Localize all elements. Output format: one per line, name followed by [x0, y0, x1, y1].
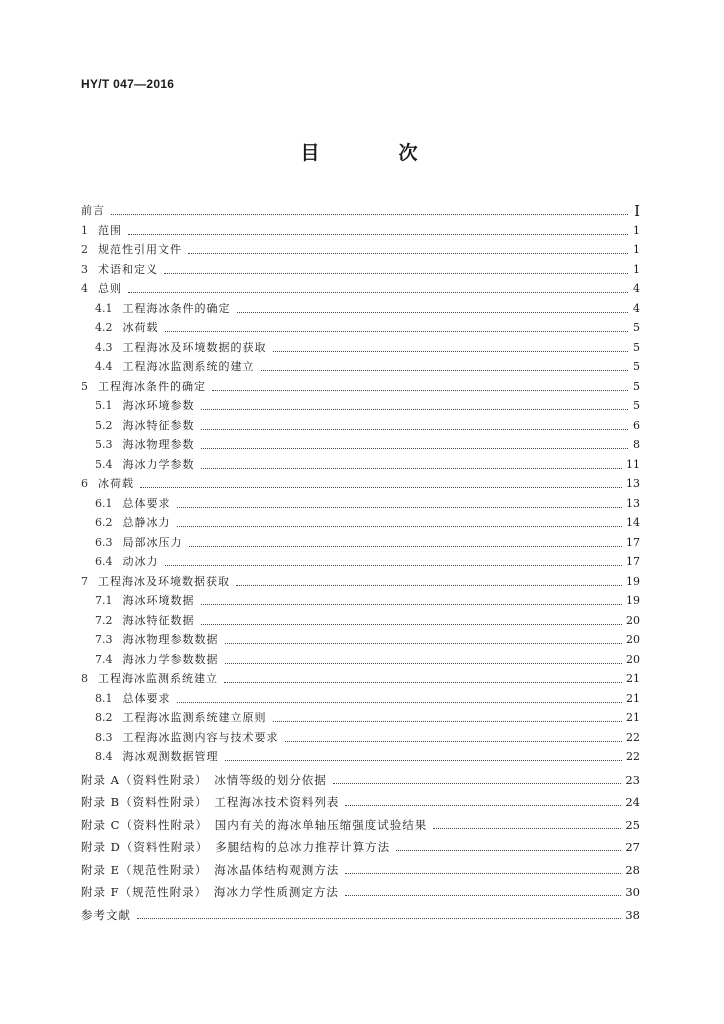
toc-leader-dots — [345, 804, 621, 806]
toc-page-number: 1 — [633, 223, 640, 237]
toc-leader-dots — [333, 782, 622, 784]
toc-leader-dots — [201, 603, 623, 605]
toc-entry-number: 6.2 — [95, 516, 113, 529]
toc-entry-label: 附录 B（资料性附录） 工程海冰技术资料列表 — [81, 795, 340, 809]
toc-leader-dots — [201, 408, 629, 410]
toc-entry-label: 术语和定义 — [98, 262, 158, 276]
toc-entry-label: 工程海冰及环境数据获取 — [98, 574, 230, 588]
toc-appendix-c[interactable] — [81, 809, 640, 832]
toc-entry-number: 6 — [81, 477, 88, 490]
toc-page-number: 1 — [633, 243, 640, 256]
toc-page-number: 21 — [626, 711, 640, 724]
toc-page-number: 13 — [626, 496, 640, 510]
toc-entry-number: 5.3 — [95, 438, 113, 451]
toc-leader-dots — [345, 872, 621, 874]
toc-entry-number: 6.1 — [95, 496, 113, 510]
toc-entry-number: 5.2 — [95, 418, 113, 432]
toc-entry-label: 海冰物理参数 — [122, 438, 195, 451]
toc-page-number: 11 — [626, 457, 640, 471]
toc-entry-label: 动冰力 — [122, 555, 159, 568]
toc-subentry[interactable] — [81, 511, 640, 531]
toc-page-number: 1 — [633, 262, 640, 276]
toc-entry-label: 海冰物理参数数据 — [122, 633, 219, 646]
toc-page-number: 23 — [625, 772, 640, 787]
toc-leader-dots — [189, 545, 623, 547]
toc-subentry[interactable] — [81, 413, 640, 433]
toc-leader-dots — [285, 740, 623, 742]
toc-entry-label: 工程海冰监测系统建立 — [98, 672, 218, 685]
toc-page-number: 13 — [626, 477, 640, 490]
toc-entry-label: 局部冰压力 — [122, 535, 183, 549]
toc-entry-number: 7.3 — [95, 633, 113, 646]
toc-page-number: 21 — [626, 672, 640, 685]
toc-subentry[interactable] — [81, 745, 640, 765]
toc-entry-number: 5 — [81, 379, 88, 393]
toc-leader-dots — [128, 291, 628, 293]
toc-page-number: 38 — [625, 907, 640, 922]
toc-leader-dots — [273, 350, 629, 352]
toc-entry-label: 冰荷载 — [98, 477, 134, 490]
toc-entry[interactable] — [81, 667, 640, 687]
toc-entry-number: 8.1 — [95, 691, 113, 705]
toc-page-number: Ⅰ — [634, 202, 640, 220]
toc-entry-label: 冰荷载 — [122, 321, 159, 334]
toc-leader-dots — [396, 849, 621, 851]
toc-entry-label: 海冰环境数据 — [122, 594, 195, 607]
toc-entry-label: 海冰力学参数 — [122, 457, 195, 471]
toc-leader-dots — [261, 369, 629, 371]
toc-leader-dots — [140, 486, 622, 488]
toc-subentry[interactable] — [81, 608, 640, 628]
toc-entry-number: 7.2 — [95, 613, 113, 627]
toc-page-number: 21 — [626, 691, 640, 705]
toc-entry-label: 总体要求 — [122, 496, 171, 510]
toc-page-number: 4 — [633, 301, 640, 315]
toc-leader-dots — [273, 720, 623, 722]
toc-page-number: 5 — [633, 321, 640, 334]
toc-leader-dots — [188, 252, 628, 254]
toc-entry-number: 2 — [81, 243, 88, 256]
toc-leader-dots — [225, 759, 623, 761]
toc-entry-label: 海冰特征数据 — [122, 613, 195, 627]
toc-entry-label: 参考文献 — [81, 907, 131, 922]
toc-leader-dots — [345, 894, 621, 896]
toc-entry-number: 4.1 — [95, 301, 113, 315]
toc-entry-label: 总体要求 — [122, 691, 171, 705]
toc-page-number: 5 — [633, 340, 640, 354]
toc-page-number: 17 — [626, 535, 640, 549]
toc-entry-number: 4 — [81, 282, 88, 295]
toc-entry-label: 总则 — [98, 282, 122, 295]
toc-entry[interactable] — [81, 374, 640, 394]
toc-page-number: 28 — [625, 862, 640, 877]
toc-entry-label: 前言 — [81, 204, 105, 217]
toc-leader-dots — [177, 525, 623, 527]
toc-leader-dots — [165, 564, 623, 566]
toc-entry-number: 1 — [81, 223, 88, 237]
toc-subentry[interactable] — [81, 550, 640, 570]
toc-entry[interactable] — [81, 257, 640, 277]
toc-leader-dots — [201, 447, 629, 449]
page-title: 目 次 — [300, 142, 448, 164]
toc-page-number: 4 — [633, 282, 640, 295]
toc-appendix-a[interactable] — [81, 764, 640, 787]
toc-page-number: 8 — [633, 438, 640, 451]
toc-entry-number: 8.2 — [95, 711, 113, 724]
toc-entry-label: 范围 — [98, 223, 122, 237]
toc-appendix-f[interactable] — [81, 877, 640, 900]
toc-page-number: 20 — [626, 613, 640, 627]
toc-entry-label: 工程海冰监测内容与技术要求 — [122, 730, 279, 744]
toc-subentry[interactable] — [81, 589, 640, 609]
toc-appendix-b[interactable] — [81, 787, 640, 810]
toc-page-number: 20 — [626, 633, 640, 646]
toc-leader-dots — [433, 827, 621, 829]
toc-subentry[interactable] — [81, 433, 640, 453]
toc-page-number: 25 — [625, 817, 640, 832]
toc-page-number: 19 — [626, 594, 640, 607]
toc-entry-label: 附录 D（资料性附录） 多腿结构的总冰力推荐计算方法 — [81, 840, 391, 854]
toc-page-number: 27 — [625, 840, 640, 854]
toc-entry-label: 附录 A（资料性附录） 冰情等级的划分依据 — [81, 772, 327, 787]
toc-page-number: 19 — [626, 574, 640, 588]
toc-entry-number: 5.4 — [95, 457, 113, 471]
toc-page-number: 30 — [625, 885, 640, 899]
toc-entry-preface[interactable] — [81, 197, 640, 218]
toc-entry-number: 4.3 — [95, 340, 113, 354]
toc-subentry[interactable] — [81, 647, 640, 667]
toc-entry-number: 7.4 — [95, 652, 113, 666]
toc-leader-dots — [224, 681, 622, 683]
toc-leader-dots — [177, 701, 623, 703]
toc-entry[interactable] — [81, 238, 640, 258]
toc-entry-number: 8.3 — [95, 730, 113, 744]
toc-entry-label: 海冰特征参数 — [122, 418, 195, 432]
toc-entry[interactable] — [81, 569, 640, 589]
toc-leader-dots — [164, 272, 628, 274]
toc-subentry[interactable] — [81, 394, 640, 414]
toc-entry-number: 6.3 — [95, 535, 113, 549]
toc-appendix-e[interactable] — [81, 854, 640, 877]
toc-page-number: 22 — [626, 750, 640, 763]
toc-page-number: 5 — [633, 399, 640, 412]
toc-entry-number: 7 — [81, 574, 88, 588]
toc-entry-number: 6.4 — [95, 555, 113, 568]
toc-subentry[interactable] — [81, 296, 640, 316]
toc-leader-dots — [201, 623, 623, 625]
toc-entry-number: 4.2 — [95, 321, 113, 334]
toc-entry-label: 附录 C（资料性附录） 国内有关的海冰单轴压缩强度试验结果 — [81, 817, 428, 832]
toc-entry-number: 5.1 — [95, 399, 113, 412]
toc-subentry[interactable] — [81, 530, 640, 550]
toc-subentry[interactable] — [81, 725, 640, 745]
toc-leader-dots — [128, 233, 628, 235]
toc-leader-dots — [236, 584, 622, 586]
toc-entry-label: 规范性引用文件 — [98, 243, 182, 256]
toc-leader-dots — [201, 467, 623, 469]
toc-leader-dots — [225, 642, 623, 644]
toc-subentry[interactable] — [81, 706, 640, 726]
table-of-contents — [81, 197, 640, 922]
toc-entry-label: 工程海冰条件的确定 — [98, 379, 206, 393]
toc-entry-number: 7.1 — [95, 594, 113, 607]
toc-leader-dots — [165, 330, 629, 332]
toc-entry-label: 海冰环境参数 — [122, 399, 195, 412]
toc-entry-label: 工程海冰条件的确定 — [122, 301, 231, 315]
toc-page-number: 22 — [626, 730, 640, 744]
toc-subentry[interactable] — [81, 491, 640, 511]
toc-entry[interactable] — [81, 277, 640, 297]
toc-entry[interactable] — [81, 472, 640, 492]
toc-entry[interactable] — [81, 218, 640, 238]
toc-entry-number: 8 — [81, 672, 88, 685]
toc-subentry[interactable] — [81, 628, 640, 648]
toc-page-number: 14 — [626, 516, 640, 529]
toc-entry-label: 附录 E（规范性附录） 海冰晶体结构观测方法 — [81, 862, 340, 877]
toc-page-number: 20 — [626, 652, 640, 666]
toc-subentry[interactable] — [81, 452, 640, 472]
toc-entry-references[interactable] — [81, 899, 640, 922]
toc-leader-dots — [225, 662, 623, 664]
toc-entry-label: 海冰力学参数数据 — [122, 652, 219, 666]
toc-entry-number: 3 — [81, 262, 88, 276]
toc-entry-number: 8.4 — [95, 750, 113, 763]
toc-page-number: 24 — [625, 795, 640, 809]
toc-leader-dots — [177, 506, 623, 508]
toc-subentry[interactable] — [81, 335, 640, 355]
document-code: HY/T 047—2016 — [81, 77, 175, 91]
toc-entry-label: 工程海冰及环境数据的获取 — [122, 340, 267, 354]
toc-page-number: 17 — [626, 555, 640, 568]
toc-page-number: 6 — [633, 418, 640, 432]
toc-entry-number: 4.4 — [95, 360, 113, 373]
toc-leader-dots — [237, 311, 629, 313]
toc-page-number: 5 — [633, 360, 640, 373]
toc-subentry[interactable] — [81, 316, 640, 336]
toc-subentry[interactable] — [81, 686, 640, 706]
toc-leader-dots — [111, 213, 628, 215]
toc-page-number: 5 — [633, 379, 640, 393]
toc-leader-dots — [137, 917, 621, 919]
toc-leader-dots — [201, 428, 629, 430]
toc-entry-label: 工程海冰监测系统建立原则 — [122, 711, 267, 724]
toc-subentry[interactable] — [81, 355, 640, 375]
toc-entry-label: 工程海冰监测系统的建立 — [122, 360, 255, 373]
toc-entry-label: 总静冰力 — [122, 516, 171, 529]
toc-entry-label: 附录 F（规范性附录） 海冰力学性质测定方法 — [81, 885, 339, 899]
toc-appendix-d[interactable] — [81, 832, 640, 855]
toc-leader-dots — [212, 389, 628, 391]
toc-entry-label: 海冰观测数据管理 — [122, 750, 219, 763]
